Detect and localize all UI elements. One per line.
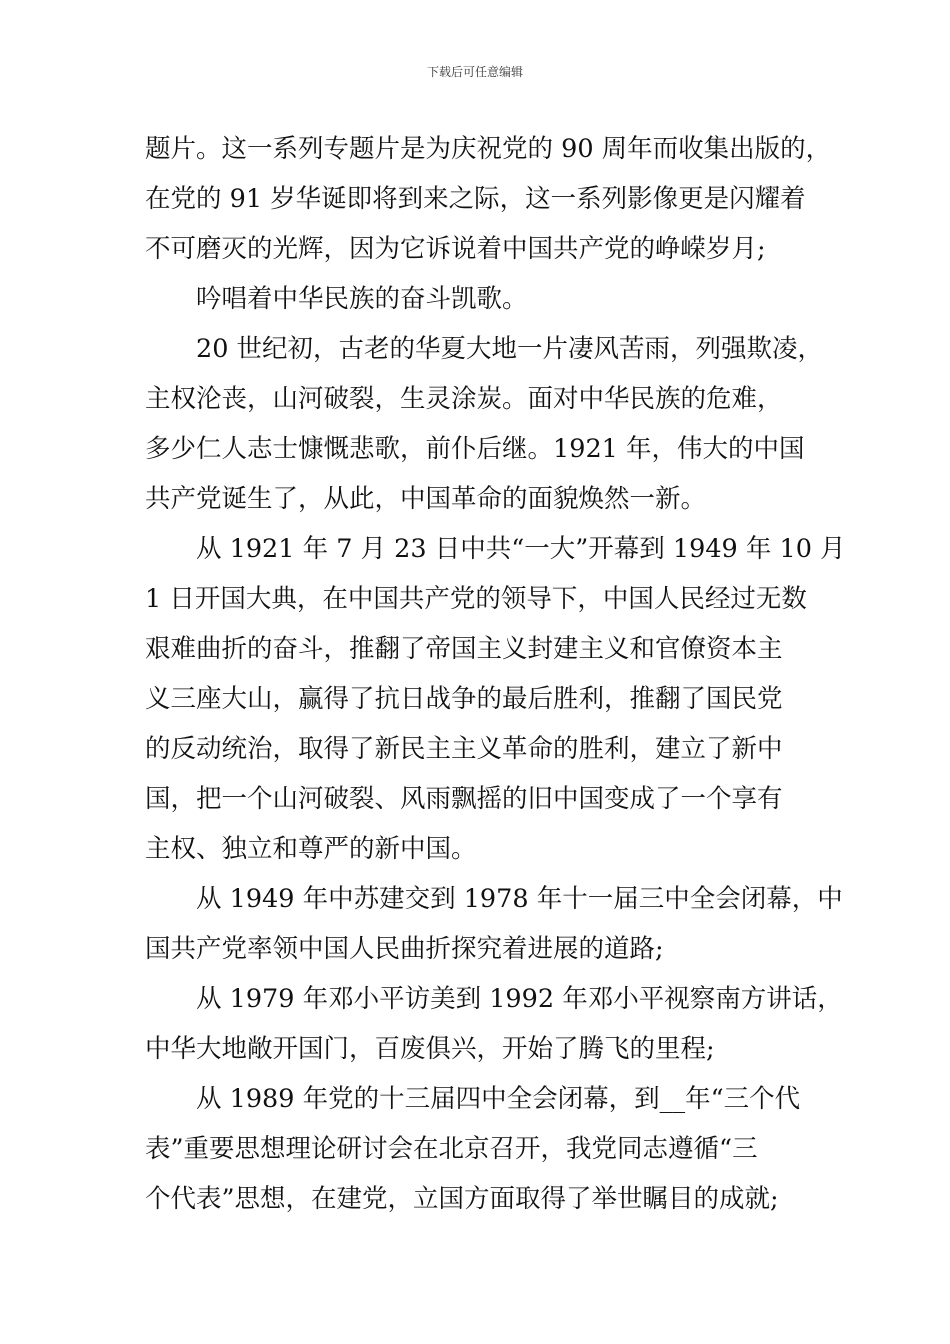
text-line: 主权、独立和尊严的新中国。 <box>145 834 477 864</box>
paragraph-first-line: 吟唱着中华民族的奋斗凯歌。 <box>196 284 528 314</box>
paragraph-first-line: 从 1979 年邓小平访美到 1992 年邓小平视察南方讲话， <box>196 984 843 1014</box>
text-line: 表”重要思想理论研讨会在北京召开，我党同志遵循“三 <box>145 1134 758 1164</box>
text-line: 不可磨灭的光辉，因为它诉说着中国共产党的峥嵘岁月; <box>145 234 766 264</box>
paragraph-first-line: 20 世纪初，古老的华夏大地一片凄风苦雨，列强欺凌， <box>196 334 824 364</box>
document-body <box>145 124 846 1224</box>
paragraph-first-line: 从 1949 年中苏建交到 1978 年十一届三中全会闭幕，中 <box>196 884 843 914</box>
text-line: 共产党诞生了，从此，中国革命的面貌焕然一新。 <box>145 484 707 514</box>
paragraph-first-line: 从 1989 年党的十三届四中全会闭幕，到__年“三个代 <box>196 1084 801 1114</box>
text-line: 义三座大山，赢得了抗日战争的最后胜利，推翻了国民党 <box>145 684 783 714</box>
text-line: 多少仁人志士慷慨悲歌，前仆后继。1921 年，伟大的中国 <box>145 434 805 464</box>
page-header: 下载后可任意编辑 <box>426 65 523 79</box>
paragraph-first-line: 从 1921 年 7 月 23 日中共“一大”开幕到 1949 年 10 月 <box>196 534 846 564</box>
text-line: 个代表”思想，在建党，立国方面取得了举世瞩目的成就; <box>145 1184 779 1214</box>
text-line: 在党的 91 岁华诞即将到来之际，这一系列影像更是闪耀着 <box>145 184 806 214</box>
text-line: 国，把一个山河破裂、风雨飘摇的旧中国变成了一个享有 <box>145 784 783 814</box>
text-line: 艰难曲折的奋斗，推翻了帝国主义封建主义和官僚资本主 <box>145 634 783 664</box>
text-line: 1 日开国大典，在中国共产党的领导下，中国人民经过无数 <box>145 584 807 614</box>
text-line: 国共产党率领中国人民曲折探究着进展的道路; <box>145 934 664 964</box>
text-line: 题片。这一系列专题片是为庆祝党的 90 周年而收集出版的， <box>145 134 832 164</box>
text-line: 中华大地敞开国门，百废俱兴，开始了腾飞的里程; <box>145 1034 715 1064</box>
text-line: 的反动统治，取得了新民主主义革命的胜利，建立了新中 <box>145 734 783 764</box>
text-line: 主权沦丧，山河破裂，生灵涂炭。面对中华民族的危难， <box>145 384 783 414</box>
